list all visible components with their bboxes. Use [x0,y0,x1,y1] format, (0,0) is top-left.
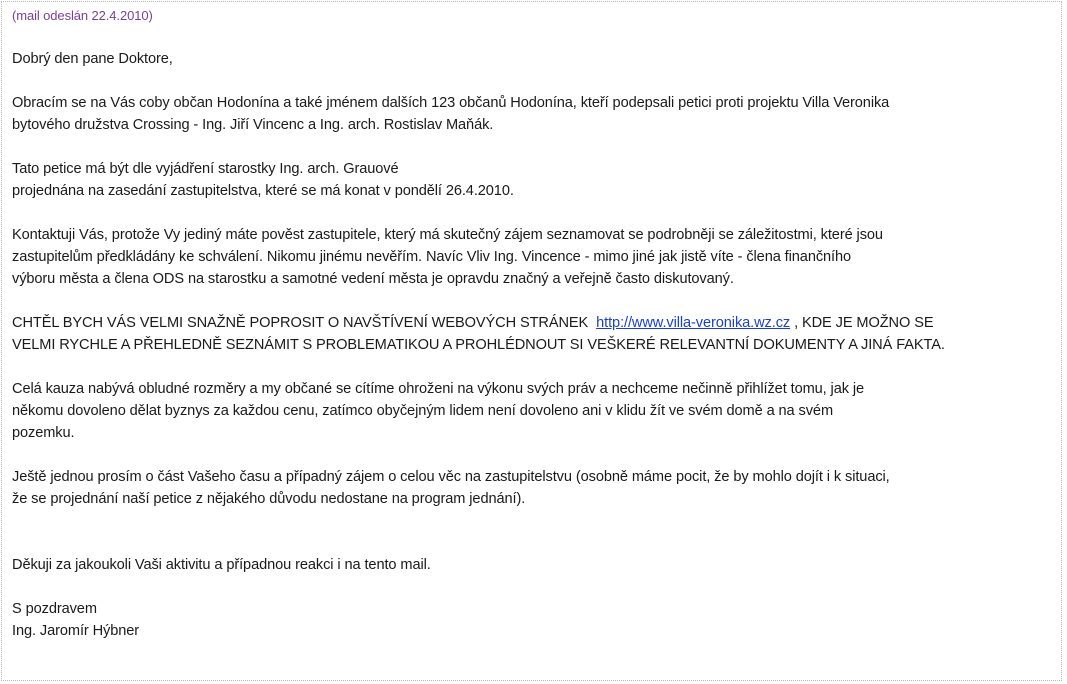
text-line: zastupitelům předkládány ke schválení. Nikomu jinému nevěřím. Navíc Vliv Ing. Vincence - mimo jiné jak jistě víte - člena finančního [12,249,852,265]
text-line: Kontaktuji Vás, protože Vy jediný máte pověst zastupitele, který má skutečný zájem seznamovat se podrobněji se záležitostmi, které jsou [12,227,883,243]
text-line: projednána na zasedání zastupitelstva, které se má konat v pondělí 26.4.2010. [12,183,514,199]
signature: Ing. Jaromír Hýbner [12,623,140,639]
text-line: někomu dovoleno dělat byznys za každou cenu, zatímco obyčejným lidem není dovoleno ani v klidu žít ve svém domě a na svém [12,403,833,419]
paragraph-website-request [12,312,1056,356]
text-line: bytového družstva Crossing - Ing. Jiří Vincenc a Ing. arch. Rostislav Maňák. [12,117,494,133]
paragraph-petition [12,92,1056,136]
caps-text: CHTĚL BYCH VÁS VELMI SNAŽNĚ POPROSIT O NAVŠTÍVENÍ WEBOVÝCH STRÁNEK [12,315,589,331]
sign-off [12,598,1056,642]
thanks-line: Děkuji za jakoukoli Vaši aktivitu a případnou reakci i na tento mail. [12,557,431,573]
sent-date-note: (mail odeslán 22.4.2010) [12,8,153,23]
text-line: Obracím se na Vás coby občan Hodonína a také jménem dalších 123 občanů Hodonína, kteří podepsali petici proti projektu Villa Veronika [12,95,890,111]
paragraph-request [12,466,1056,510]
email-body [12,6,1056,642]
paragraph-meeting [12,158,1056,202]
text-line: Celá kauza nabývá obludné rozměry a my občané se cítíme ohroženi na výkonu svých práv a nechceme nečinně přihlížet tomu, jak je [12,381,865,397]
text-line: výboru města a člena ODS na starostku a samotné vedení města je opravdu značný a veřejně často diskutovaný. [12,271,734,287]
caps-line-1 [12,312,1056,334]
paragraph-situation [12,378,1056,444]
website-link[interactable]: http://www.villa-veronika.wz.cz [596,315,791,331]
greeting: Dobrý den pane Doktore, [12,51,173,67]
caps-line-2: VELMI RYCHLE A PŘEHLEDNĚ SEZNÁMIT S PROBLEMATIKOU A PROHLÉDNOUT SI VEŠKERÉ RELEVANTNÍ DOKUMENTY A JINÁ FAKTA. [12,337,945,353]
text-line: Tato petice má být dle vyjádření starostky Ing. arch. Grauové [12,161,399,177]
text-line: Ještě jednou prosím o část Vašeho času a případný zájem o celou věc na zastupitelstvu (osobně máme pocit, že by mohlo dojít i k situaci, [12,469,890,485]
caps-text: , KDE JE MOŽNO SE [794,315,934,331]
paragraph-contact [12,224,1056,290]
text-line: že se projednání naší petice z nějakého důvodu nedostane na program jednání). [12,491,526,507]
closing: S pozdravem [12,601,97,617]
text-line: pozemku. [12,425,75,441]
